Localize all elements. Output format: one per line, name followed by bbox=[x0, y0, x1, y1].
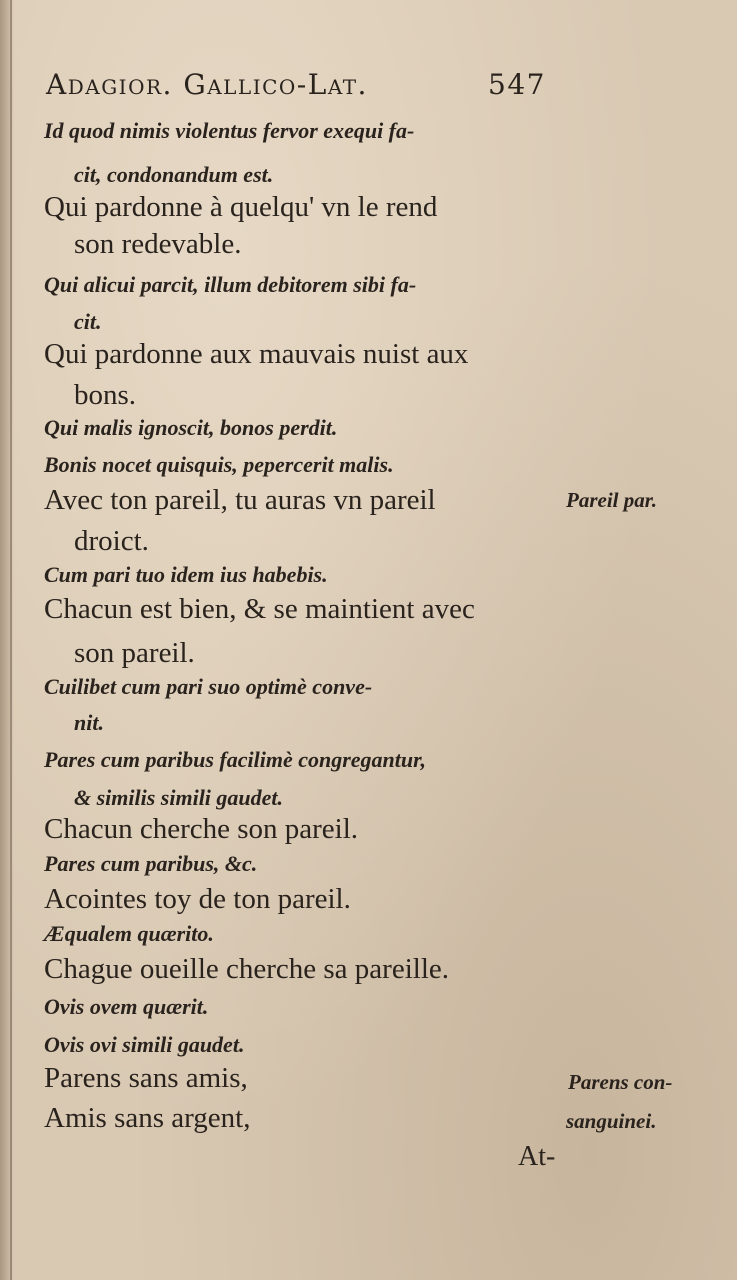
text-line: Avec ton pareil, tu auras vn pareil bbox=[44, 484, 436, 516]
catchword: At- bbox=[518, 1141, 556, 1172]
page-number: 547 bbox=[488, 68, 546, 101]
text-line: nit. bbox=[74, 710, 104, 735]
text-line: & similis simili gaudet. bbox=[74, 785, 284, 810]
running-header bbox=[46, 68, 546, 101]
text-line: Id quod nimis violentus fervor exequi fa- bbox=[44, 118, 415, 143]
binding-edge bbox=[10, 0, 12, 1280]
text-line: Qui alicui parcit, illum debitorem sibi fa- bbox=[44, 272, 417, 297]
text-line: Qui pardonne à quelqu' vn le rend bbox=[44, 191, 438, 223]
text-line: Cum pari tuo idem ius habebis. bbox=[44, 562, 328, 587]
text-line: Chague oueille cherche sa pareille. bbox=[44, 953, 449, 985]
text-line: Pares cum paribus facilimè congregantur, bbox=[44, 747, 426, 772]
margin-note: Pareil par. bbox=[566, 488, 658, 512]
text-line: son redevable. bbox=[74, 228, 242, 260]
text-line: Bonis nocet quisquis, pepercerit malis. bbox=[44, 452, 394, 477]
text-line: son pareil. bbox=[74, 637, 195, 669]
margin-note: Parens con- bbox=[568, 1070, 673, 1094]
text-line: Ovis ovi simili gaudet. bbox=[44, 1032, 245, 1057]
header-title: Adagior. Gallico-Lat. bbox=[46, 68, 368, 101]
text-line: Æqualem quærito. bbox=[44, 921, 214, 946]
margin-note: sanguinei. bbox=[566, 1109, 657, 1133]
text-line: Amis sans argent, bbox=[44, 1102, 251, 1134]
text-line: cit. bbox=[74, 309, 102, 334]
text-line: Parens sans amis, bbox=[44, 1062, 248, 1094]
text-line: Cuilibet cum pari suo optimè conve- bbox=[44, 674, 373, 699]
text-line: Chacun cherche son pareil. bbox=[44, 813, 359, 845]
text-line: Acointes toy de ton pareil. bbox=[44, 883, 351, 915]
text-line: Ovis ovem quærit. bbox=[44, 994, 209, 1019]
text-line: bons. bbox=[74, 379, 137, 411]
text-line: droict. bbox=[74, 525, 149, 557]
text-line: Chacun est bien, & se maintient avec bbox=[44, 593, 475, 625]
text-line: Qui malis ignoscit, bonos perdit. bbox=[44, 415, 338, 440]
text-line: cit, condonandum est. bbox=[74, 162, 274, 187]
text-line: Pares cum paribus, &c. bbox=[44, 851, 258, 876]
text-line: Qui pardonne aux mauvais nuist aux bbox=[44, 338, 469, 370]
